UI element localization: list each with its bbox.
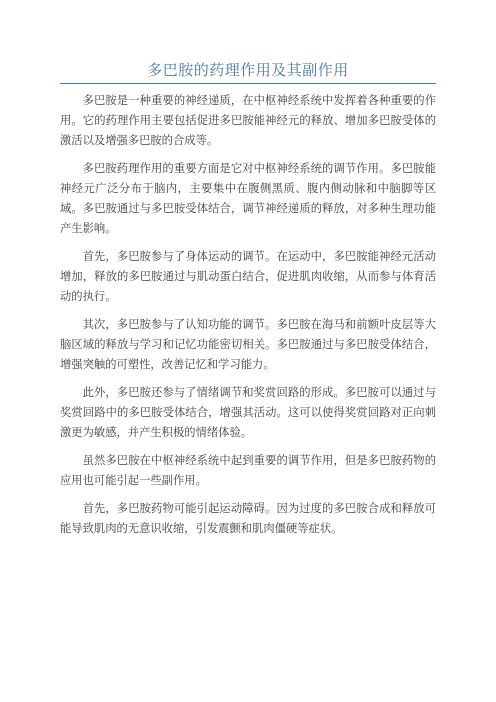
paragraph: 此外，多巴胺还参与了情绪调节和奖赏回路的形成。多巴胺可以通过与奖赏回路中的多巴胺受体结合，增强其活动。这可以使得奖赏回路对正向刺激更为敏感，并产生积极的情绪体验。 [60,386,436,439]
paragraph: 虽然多巴胺在中枢神经系统中起到重要的调节作用，但是多巴胺药物的应用也可能引起一些副作用。 [60,454,436,487]
paragraph: 首先，多巴胺药物可能引起运动障碍。因为过度的多巴胺合成和释放可能导致肌肉的无意识收缩，引发震颤和肌肉僵硬等症状。 [60,502,436,535]
document-body [60,91,436,547]
paragraph: 首先，多巴胺参与了身体运动的调节。在运动中，多巴胺能神经元活动增加，释放的多巴胺通过与肌动蛋白结合，促进肌肉收缩，从而参与体育活动的执行。 [60,250,436,303]
paragraph: 其次，多巴胺参与了认知功能的调节。多巴胺在海马和前额叶皮层等大脑区域的释放与学习和记忆功能密切相关。多巴胺通过与多巴胺受体结合，增强突触的可塑性，改善记忆和学习能力。 [60,318,436,371]
document-title: 多巴胺的药理作用及其副作用 [147,61,349,79]
paragraph: 多巴胺药理作用的重要方面是它对中枢神经系统的调节作用。多巴胺能神经元广泛分布于脑内，主要集中在腹侧黑质、腹内侧动脉和中脑脚等区域。多巴胺通过与多巴胺受体结合，调节神经递质的释放，对多种生理功能产生影响。 [60,162,436,235]
paragraph: 多巴胺是一种重要的神经递质，在中枢神经系统中发挥着各种重要的作用。它的药理作用主要包括促进多巴胺能神经元的释放、增加多巴胺受体的激活以及增强多巴胺的合成等。 [60,94,436,147]
title-divider [60,83,436,84]
